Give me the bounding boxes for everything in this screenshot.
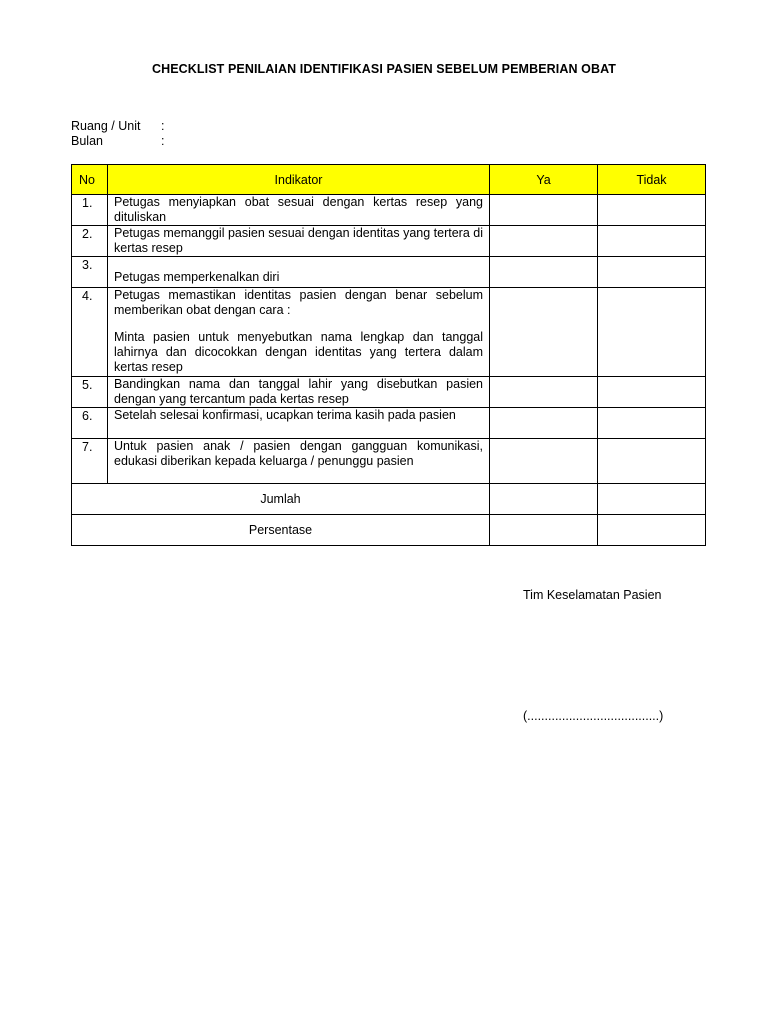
ya-cell[interactable]	[490, 257, 598, 288]
row-number: 4.	[72, 288, 108, 377]
bulan-label: Bulan	[71, 134, 103, 148]
persentase-ya-cell[interactable]	[490, 515, 598, 546]
row-number: 2.	[72, 226, 108, 257]
jumlah-label: Jumlah	[72, 484, 490, 515]
bulan-value: :	[161, 134, 165, 148]
header-no: No	[72, 165, 108, 195]
persentase-row	[72, 515, 706, 546]
header-indikator: Indikator	[108, 165, 490, 195]
jumlah-tidak-cell[interactable]	[598, 484, 706, 515]
jumlah-row	[72, 484, 706, 515]
ya-cell[interactable]	[490, 195, 598, 226]
row-indicator: Petugas menyiapkan obat sesuai dengan kertas resep yang dituliskan	[108, 195, 490, 226]
table-header-row	[72, 165, 706, 195]
row-number: 6.	[72, 408, 108, 439]
table-row	[72, 288, 706, 377]
ya-cell[interactable]	[490, 439, 598, 484]
ruang-unit-label: Ruang / Unit	[71, 119, 141, 133]
row-number: 3.	[72, 257, 108, 288]
row-indicator: Untuk pasien anak / pasien dengan gangguan komunikasi, edukasi diberikan kepada keluarga / penunggu pasien	[108, 439, 490, 484]
ya-cell[interactable]	[490, 226, 598, 257]
ya-cell[interactable]	[490, 288, 598, 377]
checklist-table	[71, 164, 706, 546]
bulan-row	[71, 134, 164, 148]
row-indicator: Petugas memanggil pasien sesuai dengan identitas yang tertera di kertas resep	[108, 226, 490, 257]
header-tidak: Tidak	[598, 165, 706, 195]
row-indicator: Petugas memperkenalkan diri	[108, 257, 490, 288]
row-number: 7.	[72, 439, 108, 484]
row-indicator: Setelah selesai konfirmasi, ucapkan terima kasih pada pasien	[108, 408, 490, 439]
tidak-cell[interactable]	[598, 257, 706, 288]
tidak-cell[interactable]	[598, 439, 706, 484]
header-ya: Ya	[490, 165, 598, 195]
signature-title: Tim Keselamatan Pasien	[523, 588, 662, 602]
jumlah-ya-cell[interactable]	[490, 484, 598, 515]
row-indicator: Bandingkan nama dan tanggal lahir yang disebutkan pasien dengan yang tercantum pada kertas resep	[108, 377, 490, 408]
row-indicator	[108, 288, 490, 377]
document-title: CHECKLIST PENILAIAN IDENTIFIKASI PASIEN SEBELUM PEMBERIAN OBAT	[151, 62, 617, 76]
row-number: 1.	[72, 195, 108, 226]
row-number: 5.	[72, 377, 108, 408]
ya-cell[interactable]	[490, 408, 598, 439]
row-indicator-text: Petugas memastikan identitas pasien dengan benar sebelum memberikan obat dengan cara :	[114, 288, 483, 317]
table-row	[72, 195, 706, 226]
tidak-cell[interactable]	[598, 226, 706, 257]
persentase-label: Persentase	[72, 515, 490, 546]
persentase-tidak-cell[interactable]	[598, 515, 706, 546]
ya-cell[interactable]	[490, 377, 598, 408]
tidak-cell[interactable]	[598, 288, 706, 377]
table-row	[72, 226, 706, 257]
tidak-cell[interactable]	[598, 377, 706, 408]
table-row	[72, 377, 706, 408]
table-row	[72, 257, 706, 288]
tidak-cell[interactable]	[598, 195, 706, 226]
tidak-cell[interactable]	[598, 408, 706, 439]
row-indicator-subtext: Minta pasien untuk menyebutkan nama lengkap dan tanggal lahirnya dan dicocokkan dengan identitas yang tertera dalam kertas resep	[114, 330, 483, 374]
table-row	[72, 408, 706, 439]
table-row	[72, 439, 706, 484]
signature-line: (......................................)	[523, 709, 664, 723]
ruang-unit-value: :	[161, 119, 165, 133]
ruang-unit-row	[71, 119, 164, 133]
